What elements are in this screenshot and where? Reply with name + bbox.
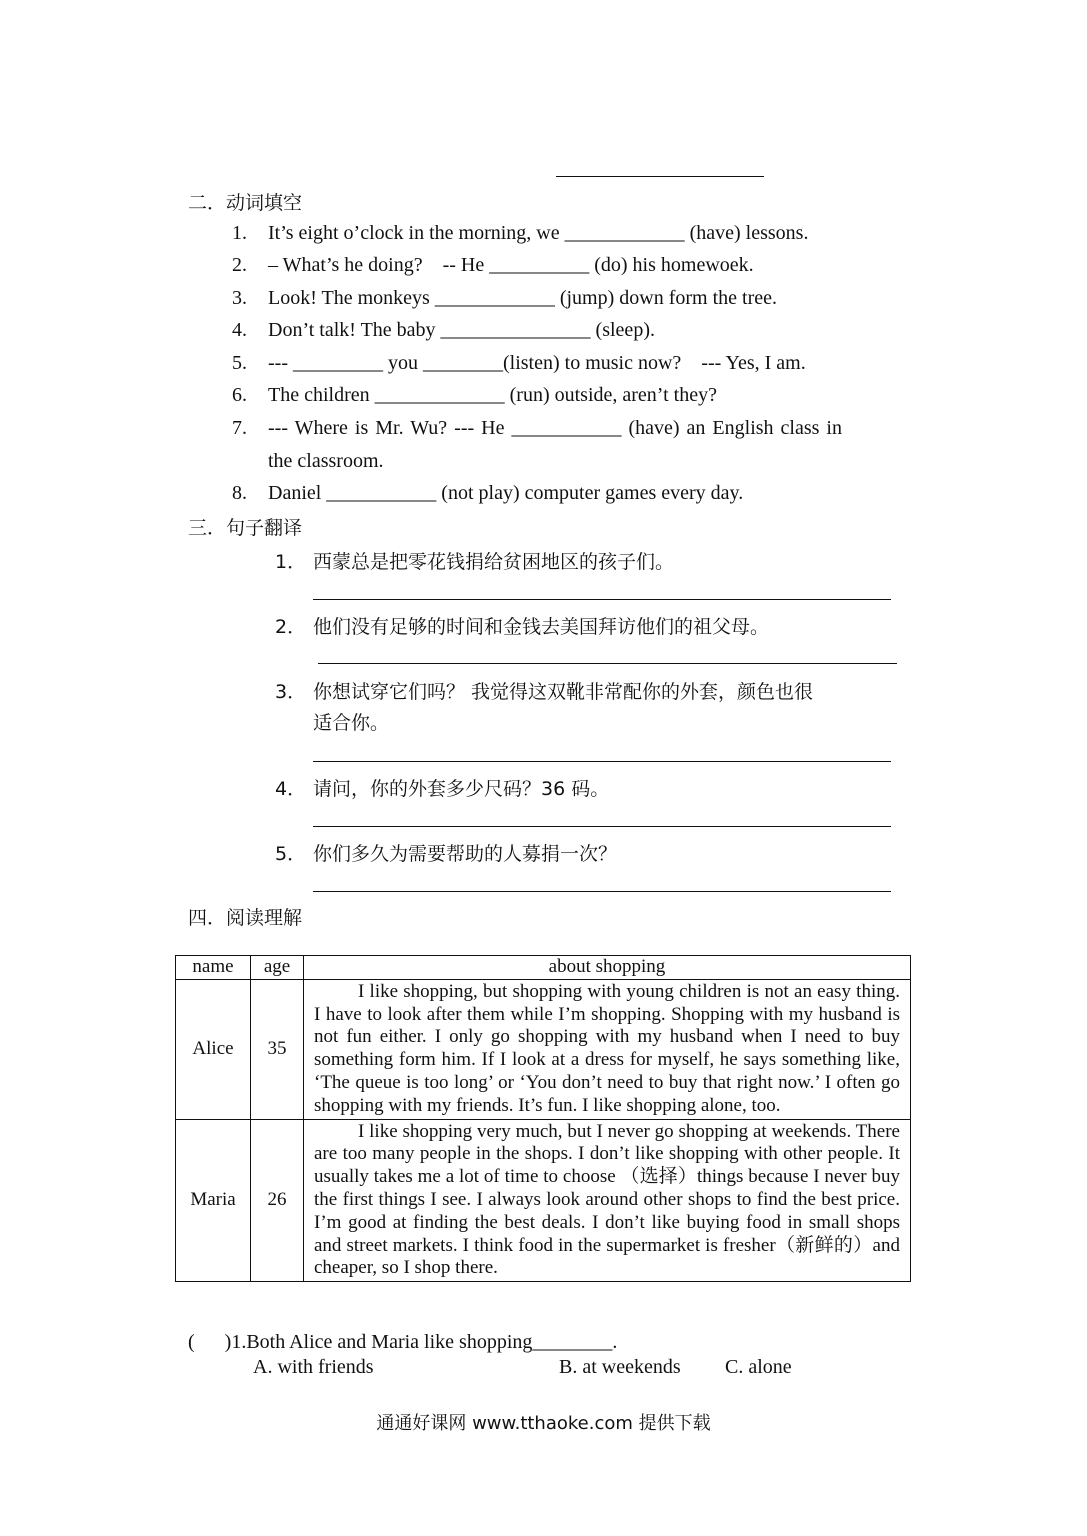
section4-heading: 四．阅读理解 [188, 907, 303, 929]
translation-item-number: 4． [275, 778, 307, 800]
shopping-description [304, 1119, 911, 1282]
verb-item-number: 6. [232, 384, 247, 406]
top-answer-line [556, 176, 764, 177]
description-text: I like shopping very much, but I never go shopping at weekends. There are too many people in the shops. I don’t like shopping with other people. It usually takes me a lot of time to choose （选择）things because I never buy the first things I see. I always look around other shops to find the best price. I’m good at finding the best deals. I don’t like buying food in small shops and street markets. I think food in the supermarket is fresher（新鲜的）and cheaper, so I shop there. [314, 1120, 900, 1279]
verb-item-text: --- _________ you ________(listen) to music now? --- Yes, I am. [268, 352, 806, 374]
translation-item-number: 3． [275, 681, 307, 703]
translation-item-number: 1． [275, 551, 307, 573]
verb-item-text: It’s eight o’clock in the morning, we ____________ (have) lessons. [268, 222, 809, 244]
translation-item-text: 西蒙总是把零花钱捐给贫困地区的孩子们。 [313, 551, 675, 573]
translation-item-text: 请问，你的外套多少尺码？36 码。 [313, 778, 610, 800]
person-age: 26 [251, 1119, 304, 1282]
footer-source: 通通好课网 www.tthaoke.com 提供下载 [376, 1413, 711, 1434]
option-a: A. with friends [253, 1356, 374, 1378]
section3-heading: 三．句子翻译 [188, 517, 303, 539]
verb-item-text: Daniel ___________ (not play) computer games every day. [268, 482, 744, 504]
table-row [176, 1119, 911, 1282]
table-row [176, 979, 911, 1119]
section2-heading: 二．动词填空 [188, 192, 303, 214]
verb-item-text: The children _____________ (run) outside, aren’t they? [268, 384, 717, 406]
verb-item-text: Don’t talk! The baby _______________ (sleep). [268, 319, 655, 341]
verb-item-number: 8. [232, 482, 247, 504]
header-age: age [251, 956, 304, 980]
translation-item-text-continued: 适合你。 [313, 712, 390, 734]
translation-item-text: 他们没有足够的时间和金钱去美国拜访他们的祖父母。 [313, 616, 770, 638]
person-name: Alice [176, 979, 251, 1119]
translation-item-number: 5． [275, 843, 307, 865]
verb-item-number: 4. [232, 319, 247, 341]
translation-item-number: 2． [275, 616, 307, 638]
option-c: C. alone [725, 1356, 792, 1378]
verb-item-text-continued: the classroom. [268, 450, 384, 472]
shopping-description [304, 979, 911, 1119]
option-b: B. at weekends [559, 1356, 681, 1378]
verb-item-number: 3. [232, 287, 247, 309]
question-1: ( )1.Both Alice and Maria like shopping________. [188, 1331, 618, 1353]
translation-item-text: 你想试穿它们吗？ 我觉得这双靴非常配你的外套，颜色也很 [313, 681, 814, 703]
verb-item-number: 7. [232, 417, 247, 439]
answer-line [313, 891, 891, 892]
person-age: 35 [251, 979, 304, 1119]
verb-item-number: 1. [232, 222, 247, 244]
answer-line [313, 599, 891, 600]
verb-item-number: 2. [232, 254, 247, 276]
answer-line [313, 761, 891, 762]
translation-item-text: 你们多久为需要帮助的人募捐一次？ [313, 843, 618, 865]
description-text: I like shopping, but shopping with young children is not an easy thing. I have to look after them while I’m shopping. Shopping with my husband is not fun either. I only go shopping with my husband when I need to buy something form him. If I look at a dress for myself, he says something like, ‘The queue is too long’ or ‘You don’t need to buy that right now.’ I often go shopping with my friends. It’s fun. I like shopping alone, too. [314, 980, 900, 1116]
answer-line [318, 663, 897, 664]
table-header-row [176, 956, 911, 980]
reading-table [175, 955, 911, 1282]
verb-item-text: --- Where is Mr. Wu? --- He ___________ (have) an English class in [268, 417, 842, 439]
verb-item-text: – What’s he doing? -- He __________ (do) his homewoek. [268, 254, 754, 276]
verb-item-text: Look! The monkeys ____________ (jump) down form the tree. [268, 287, 777, 309]
answer-line [313, 826, 891, 827]
person-name: Maria [176, 1119, 251, 1282]
header-name: name [176, 956, 251, 980]
header-about: about shopping [304, 956, 911, 980]
verb-item-number: 5. [232, 352, 247, 374]
